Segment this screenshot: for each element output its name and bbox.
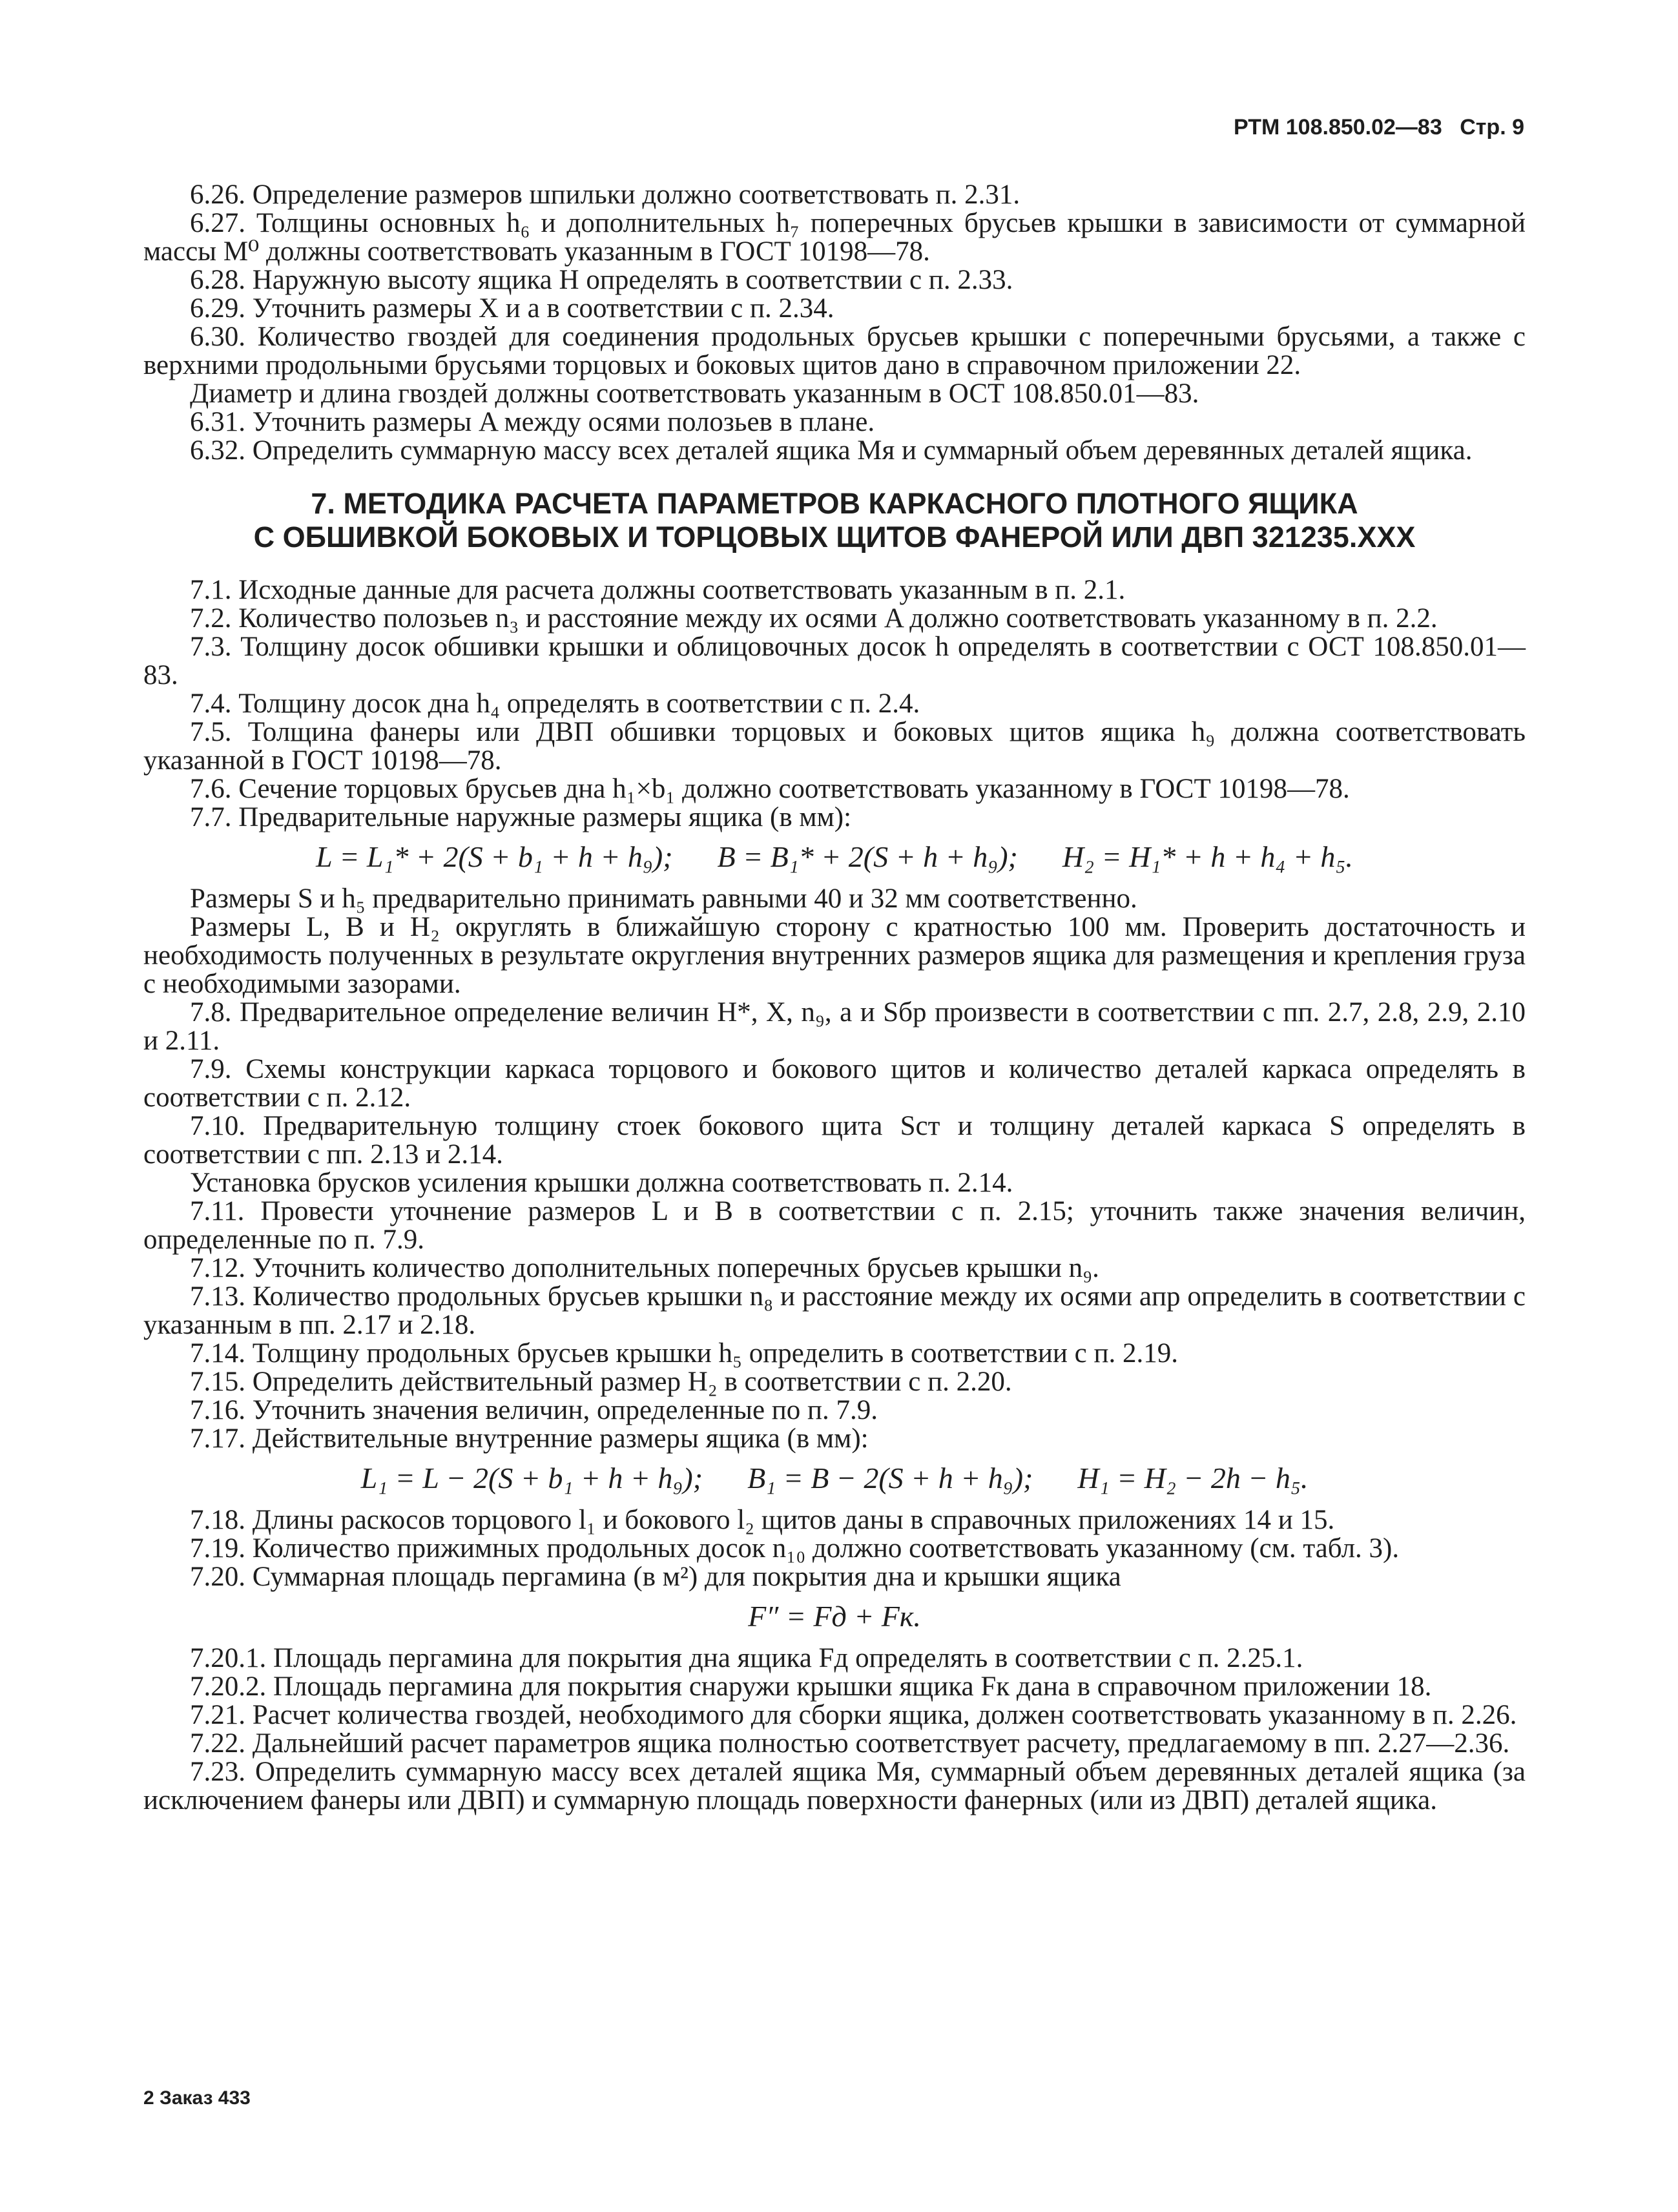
paragraph: 7.17. Действительные внутренние размеры ящика (в мм): — [190, 1423, 869, 1454]
document-number: РТМ 108.850.02—83 — [1234, 115, 1442, 140]
paragraph: 7.4. Толщину досок дна h₄ определять в соответствии с п. 2.4. — [190, 688, 920, 719]
paragraph: 7.13. Количество продольных брусьев крышки n₈ и расстояние между их осями aпр определить в соответствии с указанным в пп. 2.17 и 2.18. — [143, 1281, 1526, 1340]
paragraph: 7.16. Уточнить значения величин, определенные по п. 7.9. — [190, 1395, 878, 1425]
paragraph: 6.26. Определение размеров шпильки должно соответствовать п. 2.31. — [190, 180, 1020, 210]
paragraph: Размеры L, B и H₂ округлять в ближайшую сторону с кратностью 100 мм. Проверить достаточность и необходимость полученных в результате округления внутренних размеров ящика для размещения и крепления груза с необходимыми зазорами. — [143, 912, 1526, 999]
paragraph: 7.9. Схемы конструкции каркаса торцового и бокового щитов и количество деталей каркаса определять в соответствии с п. 2.12. — [143, 1054, 1526, 1113]
page-footer: 2 Заказ 433 — [143, 2087, 251, 2109]
paragraph: 7.22. Дальнейший расчет параметров ящика полностью соответствует расчету, предлагаемому в пп. 2.27—2.36. — [190, 1728, 1510, 1759]
heading-line-2: С ОБШИВКОЙ БОКОВЫХ И ТОРЦОВЫХ ЩИТОВ ФАНЕРОЙ ИЛИ ДВП 321235.ХХХ — [253, 521, 1416, 553]
formula-outer-dimensions: L = L₁* + 2(S + b₁ + h + h₉); B = B₁* + 2(S + h + h₉); H₂ = H₁* + h + h₄ + h₅. — [316, 840, 1353, 873]
heading-line-1: 7. МЕТОДИКА РАСЧЕТА ПАРАМЕТРОВ КАРКАСНОГО ПЛОТНОГО ЯЩИКА — [311, 487, 1358, 520]
paragraph: 6.29. Уточнить размеры X и a в соответствии с п. 2.34. — [190, 293, 834, 324]
paragraph: 7.2. Количество полозьев n₃ и расстояние между их осями A должно соответствовать указанному в п. 2.2. — [190, 603, 1438, 634]
page-number: Стр. 9 — [1460, 115, 1524, 140]
formula-pergamin-area: F″ = Fд + Fк. — [748, 1600, 921, 1633]
paragraph: 7.10. Предварительную толщину стоек бокового щита Sст и толщину деталей каркаса S определять в соответствии с пп. 2.13 и 2.14. — [143, 1111, 1526, 1170]
paragraph: 7.20.1. Площадь пергамина для покрытия дна ящика Fд определять в соответствии с п. 2.25.1. — [190, 1643, 1303, 1673]
paragraph: 7.20. Суммарная площадь пергамина (в м²) для покрытия дна и крышки ящика — [190, 1562, 1121, 1592]
paragraph: 7.23. Определить суммарную массу всех деталей ящика Mя, суммарный объем деревянных деталей ящика (за исключением фанеры или ДВП) и суммарную площадь поверхности фанерных (или из ДВП) деталей ящика. — [143, 1757, 1526, 1815]
page-header — [1201, 115, 1524, 140]
paragraph: 6.28. Наружную высоту ящика H определять в соответствии с п. 2.33. — [190, 265, 1013, 295]
paragraph: 6.30. Количество гвоздей для соединения продольных брусьев крышки с поперечными брусьями, а также с верхними продольными брусьями торцовых и боковых щитов дано в справочном приложении 22. — [143, 322, 1526, 380]
paragraph: 7.18. Длины раскосов торцового l₁ и бокового l₂ щитов даны в справочных приложениях 14 и 15. — [190, 1505, 1335, 1535]
paragraph: 7.6. Сечение торцовых брусьев дна h₁×b₁ должно соответствовать указанному в ГОСТ 10198—78. — [190, 774, 1350, 804]
section-6-tail — [143, 181, 1526, 465]
paragraph: 7.5. Толщина фанеры или ДВП обшивки торцовых и боковых щитов ящика h₉ должна соответствовать указанной в ГОСТ 10198—78. — [143, 717, 1526, 776]
paragraph: Размеры S и h₅ предварительно принимать равными 40 и 32 мм соответственно. — [190, 884, 1137, 914]
section-7-heading — [143, 487, 1526, 554]
paragraph: 7.1. Исходные данные для расчета должны соответствовать указанным в п. 2.1. — [190, 575, 1126, 605]
paragraph: 7.3. Толщину досок обшивки крышки и облицовочных досок h определять в соответствии с ОСТ 108.850.01—83. — [143, 632, 1526, 690]
paragraph: 7.20.2. Площадь пергамина для покрытия снаружи крышки ящика Fк дана в справочном приложении 18. — [190, 1671, 1432, 1702]
section-7 — [143, 576, 1526, 1815]
paragraph: 7.11. Провести уточнение размеров L и B в соответствии с п. 2.15; уточнить также значения величин, определенные по п. 7.9. — [143, 1196, 1526, 1255]
paragraph: 6.32. Определить суммарную массу всех деталей ящика Mя и суммарный объем деревянных деталей ящика. — [190, 435, 1473, 466]
paragraph: 7.8. Предварительное определение величин H*, X, n₉, a и Sбр произвести в соответствии с пп. 2.7, 2.8, 2.9, 2.10 и 2.11. — [143, 997, 1526, 1056]
paragraph: 7.19. Количество прижимных продольных досок n₁₀ должно соответствовать указанному (см. табл. 3). — [190, 1533, 1400, 1564]
page-body — [143, 181, 1526, 1815]
paragraph: 7.15. Определить действительный размер H₂ в соответствии с п. 2.20. — [190, 1367, 1012, 1397]
paragraph: 6.31. Уточнить размеры A между осями полозьев в плане. — [190, 407, 875, 437]
paragraph: 7.21. Расчет количества гвоздей, необходимого для сборки ящика, должен соответствовать указанному в п. 2.26. — [190, 1700, 1517, 1730]
paragraph: Установка брусков усиления крышки должна соответствовать п. 2.14. — [190, 1168, 1013, 1198]
paragraph: 6.27. Толщины основных h₆ и дополнительных h₇ поперечных брусьев крышки в зависимости от суммарной массы M⁰ должны соответствовать указанным в ГОСТ 10198—78. — [143, 208, 1526, 267]
formula-inner-dimensions: L₁ = L − 2(S + b₁ + h + h₉); B₁ = B − 2(S + h + h₉); H₁ = H₂ − 2h − h₅. — [360, 1462, 1309, 1494]
paragraph: 7.12. Уточнить количество дополнительных поперечных брусьев крышки n₉. — [190, 1253, 1099, 1283]
paragraph: 7.14. Толщину продольных брусьев крышки h₅ определить в соответствии с п. 2.19. — [190, 1338, 1179, 1369]
paragraph: Диаметр и длина гвоздей должны соответствовать указанным в ОСТ 108.850.01—83. — [190, 378, 1199, 409]
paragraph: 7.7. Предварительные наружные размеры ящика (в мм): — [190, 802, 852, 832]
